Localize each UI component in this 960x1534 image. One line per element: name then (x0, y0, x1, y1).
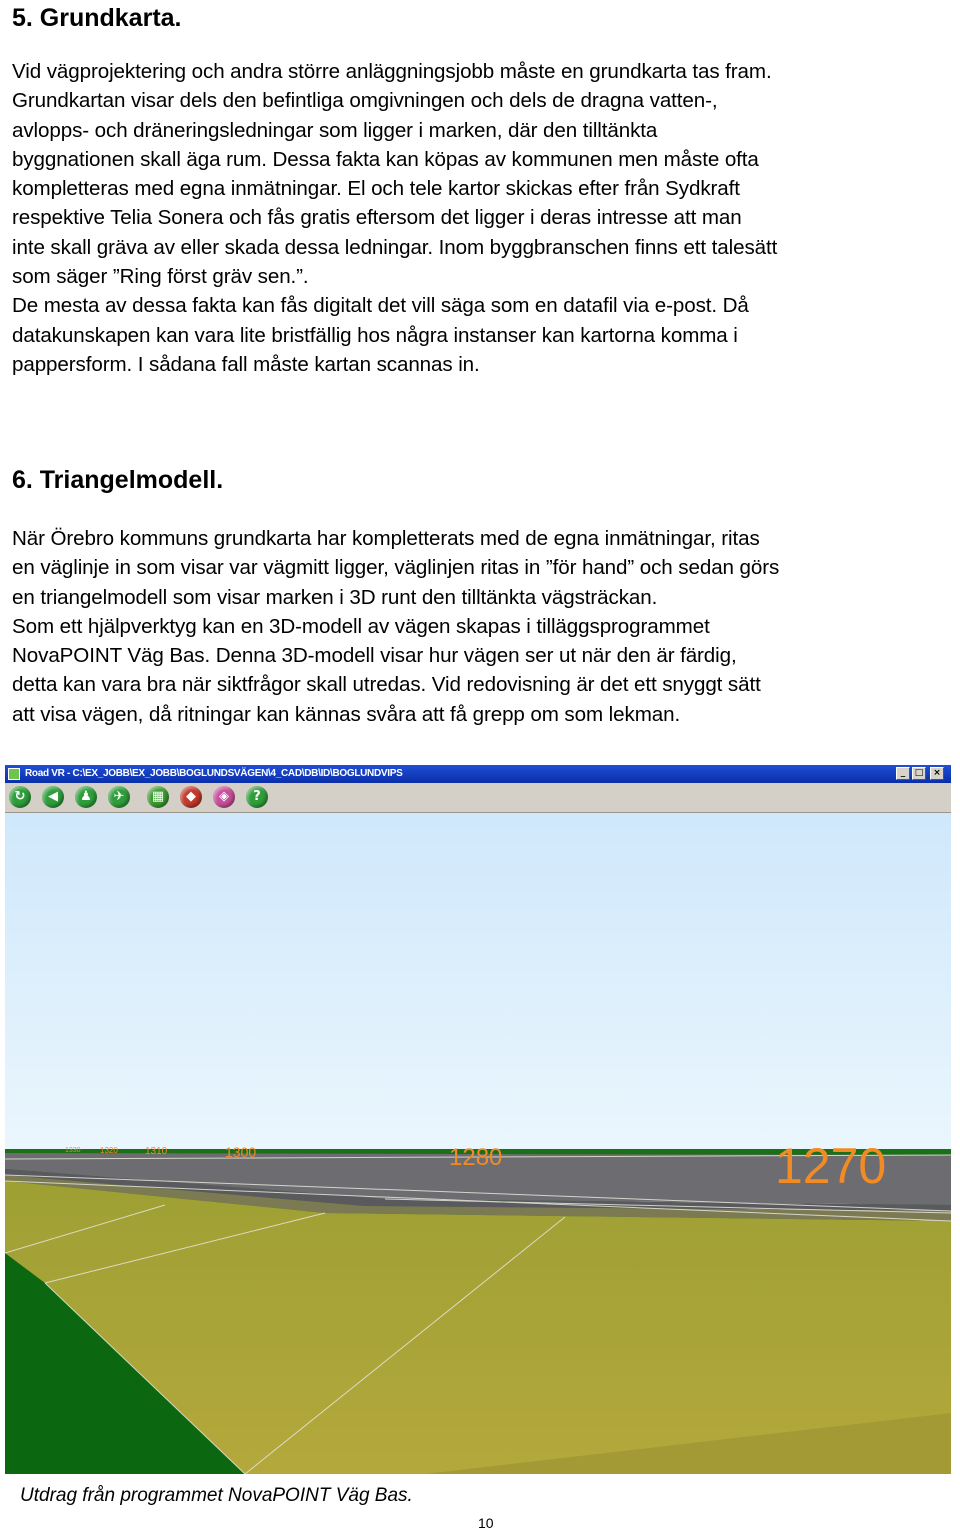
layers-icon[interactable]: ◈ (213, 786, 235, 808)
station-label: 1270 (775, 1138, 887, 1194)
text-line: kompletteras med egna inmätningar. El och tele kartor skickas efter från Sydkraft (12, 177, 740, 201)
window-title: Road VR - C:\EX_JOBB\EX_JOBB\BOGLUNDSVÄGEN\4_CAD\DB\ID\BOGLUNDVIPS (25, 768, 403, 779)
3d-road-viewport[interactable] (5, 813, 951, 1474)
close-button[interactable]: × (930, 767, 944, 780)
minimize-button[interactable]: _ (896, 767, 910, 780)
station-label: 1330 (65, 1147, 81, 1154)
page-number: 10 (478, 1515, 494, 1531)
section-5-paragraph (12, 57, 960, 379)
text-line: När Örebro kommuns grundkarta har kompletterats med de egna inmätningar, ritas (12, 527, 760, 550)
sky (5, 813, 951, 1149)
text-line: en väglinje in som visar var vägmitt ligger, väglinjen ritas in ”för hand” och sedan görs (12, 556, 780, 580)
text-line: De mesta av dessa fakta kan fås digitalt det vill säga som en datafil via e-post. Då (12, 294, 749, 318)
text-line: NovaPOINT Väg Bas. Denna 3D-modell visar hur vägen ser ut när den är färdig, (12, 644, 737, 668)
text-line: avlopps- och dräneringsledningar som ligger i marken, där den tilltänkta (12, 118, 658, 142)
section-6-heading: 6. Triangelmodell. (12, 466, 224, 494)
section-6-paragraph (12, 524, 960, 729)
app-icon (8, 768, 20, 780)
text-line: att visa vägen, då ritningar kan kännas svåra att få grepp om som lekman. (12, 702, 681, 726)
station-label: 1280 (449, 1144, 503, 1171)
text-line: byggnationen skall äga rum. Dessa fakta kan köpas av kommunen men måste ofta (12, 147, 759, 171)
toolbar (5, 783, 951, 813)
text-line: som säger ”Ring först gräv sen.”. (12, 265, 309, 289)
text-line: detta kan vara bra när siktfrågor skall utredas. Vid redovisning är det ett snyggt sätt (12, 673, 761, 697)
text-line: respektive Telia Sonera och fås gratis eftersom det ligger i deras intresse att man (12, 206, 742, 230)
figure-caption: Utdrag från programmet NovaPOINT Väg Bas. (20, 1485, 413, 1506)
text-line: inte skall gräva av eller skada dessa ledningar. Inom byggbranschen finns ett talesätt (12, 235, 778, 259)
help-icon[interactable]: ? (246, 786, 268, 808)
station-label: 1310 (145, 1146, 168, 1157)
text-line: pappersform. I sådana fall måste kartan scannas in. (12, 352, 480, 376)
window-titlebar (5, 765, 951, 783)
road-vr-screenshot (5, 765, 951, 1474)
text-line: Som ett hjälpverktyg kan en 3D-modell av vägen skapas i tilläggsprogrammet (12, 614, 710, 638)
terrain-icon[interactable]: ▦ (147, 786, 169, 808)
text-line: en triangelmodell som visar marken i 3D runt den tilltänkta vägsträckan. (12, 585, 658, 609)
fly-icon[interactable]: ✈ (108, 786, 130, 808)
section-5-heading: 5. Grundkarta. (12, 4, 182, 32)
maximize-button[interactable]: □ (912, 767, 926, 780)
text-line: Vid vägprojektering och andra större anläggningsjobb måste en grundkarta tas fram. (12, 60, 772, 83)
back-arrow-icon[interactable]: ◀ (42, 786, 64, 808)
text-line: datakunskapen kan vara lite bristfällig hos några instanser kan kartorna komma i (12, 323, 738, 347)
text-line: Grundkartan visar dels den befintliga omgivningen och dels de dragna vatten-, (12, 89, 718, 113)
station-label: 1300 (225, 1144, 257, 1160)
walk-icon[interactable]: ♟ (75, 786, 97, 808)
rotate-icon[interactable]: ↻ (9, 786, 31, 808)
settings-icon[interactable]: ◆ (180, 786, 202, 808)
station-label: 1320 (100, 1146, 118, 1155)
